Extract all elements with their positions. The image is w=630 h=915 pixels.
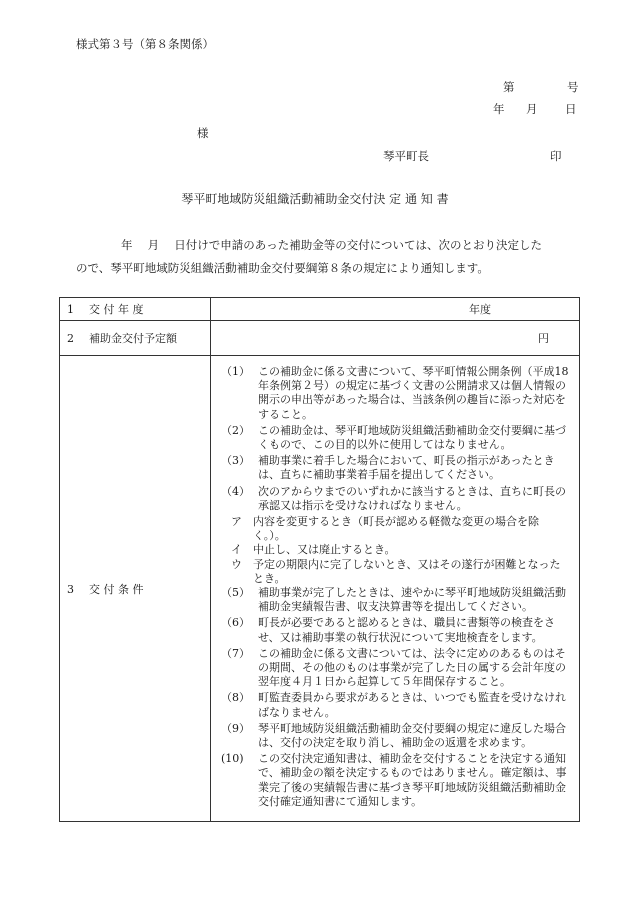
condition-text: 補助事業が完了したときは、速やかに琴平町地域防災組織活動補助金実績報告書、収支決算書等を提出してください。 [258, 586, 566, 614]
row-number: 2 [67, 332, 74, 345]
condition-text: この補助金に係る文書については、法令に定めのあるものはその期間、その他のものは事業が完了した日の属する会計年度の翌年度４月１日から起算して５年間保存すること。 [258, 646, 566, 689]
row-label-text: 補助金交付予定額 [89, 332, 177, 345]
seal-mark: 印 [550, 149, 562, 163]
date-day-label: 日 [565, 102, 577, 116]
condition-item [221, 485, 571, 513]
sub-condition-item [231, 515, 571, 543]
condition-text: 次のアからウまでのいずれかに該当するときは、直ちに町長の承認又は指示を受けなければなりません。 [258, 484, 566, 512]
condition-item [221, 424, 571, 452]
conditions-list [221, 586, 571, 809]
row-label-text: 交 付 年 度 [89, 303, 144, 316]
condition-text: この交付決定通知書は、補助金を交付することを決定する通知で、補助金の額を決定するものではありません。確定額は、事業完了後の実績報告書に基づき琴平町地域防災組織活動補助金交付確定通知書にて通知します。 [258, 752, 567, 808]
row-number: 1 [67, 303, 74, 316]
condition-number: （8） [221, 691, 250, 705]
conditions-cell [211, 356, 580, 822]
document-number-label: 第 [503, 80, 515, 94]
table-row [60, 321, 580, 356]
decision-table [59, 297, 580, 822]
sub-condition-item [231, 558, 571, 586]
condition-text: 町監査委員から要求があるときは、いつでも監査を受けなければなりません。 [258, 691, 566, 719]
table-row [60, 356, 580, 822]
condition-number: (10) [221, 752, 244, 766]
form-number-label: 様式第３号（第８条関係） [76, 37, 214, 51]
condition-item [221, 752, 571, 809]
condition-number: イ [231, 543, 242, 557]
intro-line-2: ので、琴平町地域防災組織活動補助金交付要綱第８条の規定により通知します。 [76, 261, 489, 275]
sub-condition-item [231, 543, 571, 557]
condition-number: （5） [221, 586, 250, 600]
document-number-suffix: 号 [567, 80, 579, 94]
row-number: 3 [67, 582, 74, 596]
sub-conditions-list [221, 515, 571, 586]
condition-number: （4） [221, 484, 250, 498]
condition-text: 内容を変更するとき（町長が認める軽微な変更の場合を除く。）。 [253, 515, 539, 543]
addressee-suffix: 様 [197, 126, 209, 140]
row-label [60, 321, 211, 356]
conditions-list [221, 365, 571, 513]
condition-text: この補助金は、琴平町地域防災組織活動補助金交付要綱に基づくもので、この目的以外に使用してはなりません。 [258, 423, 566, 452]
condition-number: （9） [221, 721, 250, 735]
row-label [60, 356, 211, 822]
condition-number: （2） [221, 423, 250, 437]
condition-number: （7） [221, 646, 250, 660]
condition-text: 琴平町地域防災組織活動補助金交付要綱の規定に違反した場合は、交付の決定を取り消し、補助金の返還を求めます。 [258, 721, 566, 750]
condition-text: 補助事業に着手した場合において、町長の指示があったときは、直ちに補助事業着手届を提出してください。 [258, 454, 555, 482]
condition-item [221, 691, 571, 719]
condition-number: （6） [221, 616, 250, 630]
condition-number: ウ [231, 557, 242, 571]
fiscal-year-value: 年度 [211, 298, 580, 321]
table-row [60, 298, 580, 321]
condition-text: 町長が必要であると認めるときは、職員に書類等の検査をさせ、又は補助事業の執行状況について実地検査をします。 [258, 616, 555, 644]
condition-item [221, 722, 571, 750]
condition-number: （1） [221, 365, 250, 378]
row-label-text: 交 付 条 件 [89, 582, 144, 596]
condition-text: この補助金に係る文書について、琴平町情報公開条例（平成18年条例第２号）の規定に基づく文書の公開請求又は個人情報の開示の申出等があった場合は、当該条例の趣旨に添った対応をすること。 [258, 365, 569, 421]
condition-item [221, 616, 571, 644]
condition-text: 中止し、又は廃止するとき。 [253, 543, 396, 557]
condition-item [221, 647, 571, 690]
intro-line-1: 年 月 日付けで申請のあった補助金等の交付については、次のとおり決定した [121, 238, 542, 252]
sender-name: 琴平町長 [383, 149, 429, 163]
date-month-label: 月 [526, 102, 538, 116]
condition-item [221, 454, 571, 482]
document-title: 琴平町地域防災組織活動補助金交付決 定 通 知 書 [181, 192, 449, 206]
condition-number: ア [231, 515, 242, 529]
condition-text: 予定の期限内に完了しないとき、又はその遂行が困難となったとき。 [253, 557, 561, 585]
condition-number: （3） [221, 454, 250, 468]
grant-amount-value: 円 [211, 321, 580, 356]
intro-paragraph [76, 234, 566, 280]
condition-item [221, 365, 571, 422]
condition-item [221, 586, 571, 614]
date-year-label: 年 [493, 102, 505, 116]
row-label [60, 298, 211, 321]
